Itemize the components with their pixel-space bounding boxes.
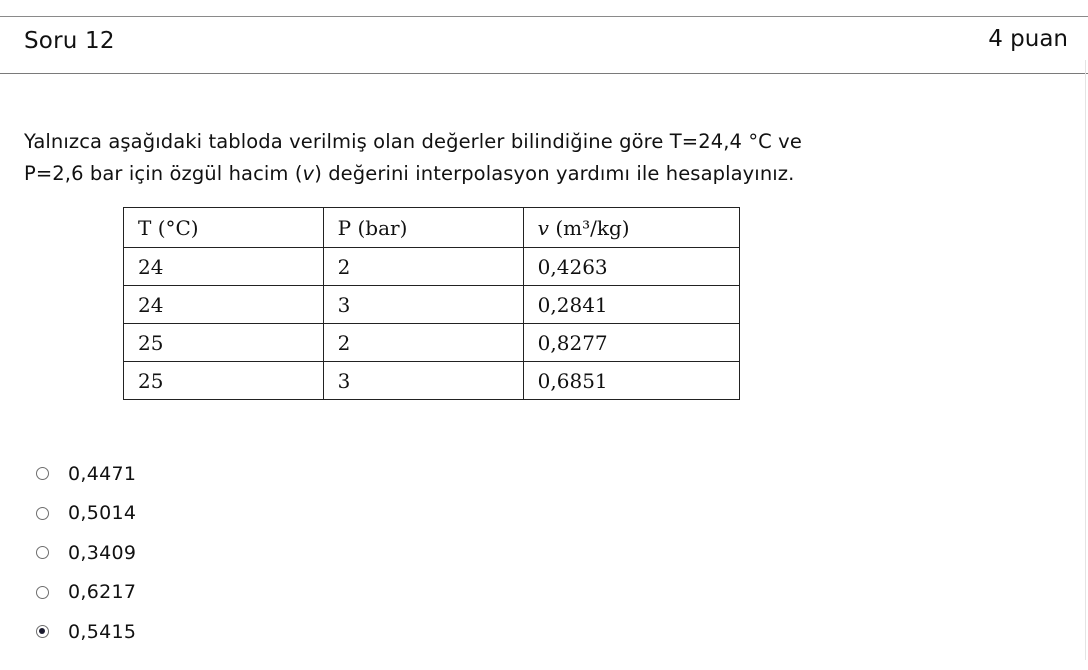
header-specific-volume bbox=[523, 208, 739, 248]
question-text-line-2 bbox=[24, 158, 1064, 190]
cell-temperature: 25 bbox=[124, 362, 324, 400]
radio-button[interactable] bbox=[36, 586, 49, 599]
table-header-row bbox=[124, 208, 740, 248]
answer-option-4[interactable] bbox=[36, 573, 136, 613]
answer-option-label[interactable]: 0,4471 bbox=[68, 462, 137, 485]
cell-temperature: 24 bbox=[124, 248, 324, 286]
cell-specific-volume: 0,8277 bbox=[523, 324, 739, 362]
answer-option-label[interactable]: 0,5014 bbox=[68, 502, 137, 525]
answer-option-label[interactable]: 0,3409 bbox=[68, 541, 137, 564]
answer-option-1[interactable] bbox=[36, 454, 136, 494]
question-text-line-1: Yalnızca aşağıdaki tabloda verilmiş olan değerler bilindiğine göre T=24,4 °C ve bbox=[24, 130, 802, 153]
radio-button[interactable] bbox=[36, 467, 49, 480]
question-points: 4 puan bbox=[988, 26, 1068, 52]
cell-temperature: 24 bbox=[124, 286, 324, 324]
cell-pressure: 3 bbox=[323, 362, 523, 400]
cell-specific-volume: 0,6851 bbox=[523, 362, 739, 400]
header-temperature: T (°C) bbox=[124, 208, 324, 248]
table-row bbox=[124, 248, 740, 286]
cell-temperature: 25 bbox=[124, 324, 324, 362]
cell-pressure: 2 bbox=[323, 324, 523, 362]
header-divider bbox=[0, 73, 1088, 74]
table-row bbox=[124, 324, 740, 362]
property-table bbox=[123, 207, 740, 400]
answer-option-5[interactable] bbox=[36, 612, 136, 652]
cell-specific-volume: 0,2841 bbox=[523, 286, 739, 324]
table-row bbox=[124, 362, 740, 400]
page-edge-divider bbox=[1085, 60, 1086, 660]
answer-option-label[interactable]: 0,5415 bbox=[68, 620, 137, 643]
radio-button[interactable] bbox=[36, 546, 49, 559]
question-text bbox=[24, 126, 1064, 190]
answer-options bbox=[36, 454, 136, 652]
answer-option-label[interactable]: 0,6217 bbox=[68, 581, 137, 604]
header-v-unit: (m³/kg) bbox=[548, 215, 630, 240]
question-header bbox=[0, 17, 1088, 73]
radio-button[interactable] bbox=[36, 625, 49, 638]
table-row bbox=[124, 286, 740, 324]
header-v-symbol: v bbox=[537, 215, 549, 240]
answer-option-3[interactable] bbox=[36, 533, 136, 573]
cell-pressure: 2 bbox=[323, 248, 523, 286]
specific-volume-symbol: v bbox=[302, 162, 315, 185]
answer-option-2[interactable] bbox=[36, 494, 136, 534]
question-title: Soru 12 bbox=[24, 28, 115, 54]
cell-specific-volume: 0,4263 bbox=[523, 248, 739, 286]
cell-pressure: 3 bbox=[323, 286, 523, 324]
header-pressure: P (bar) bbox=[323, 208, 523, 248]
question-text-line-2-start: P=2,6 bar için özgül hacim ( bbox=[24, 162, 303, 185]
radio-button[interactable] bbox=[36, 507, 49, 520]
question-text-line-2-end: ) değerini interpolasyon yardımı ile hesaplayınız. bbox=[314, 162, 795, 185]
